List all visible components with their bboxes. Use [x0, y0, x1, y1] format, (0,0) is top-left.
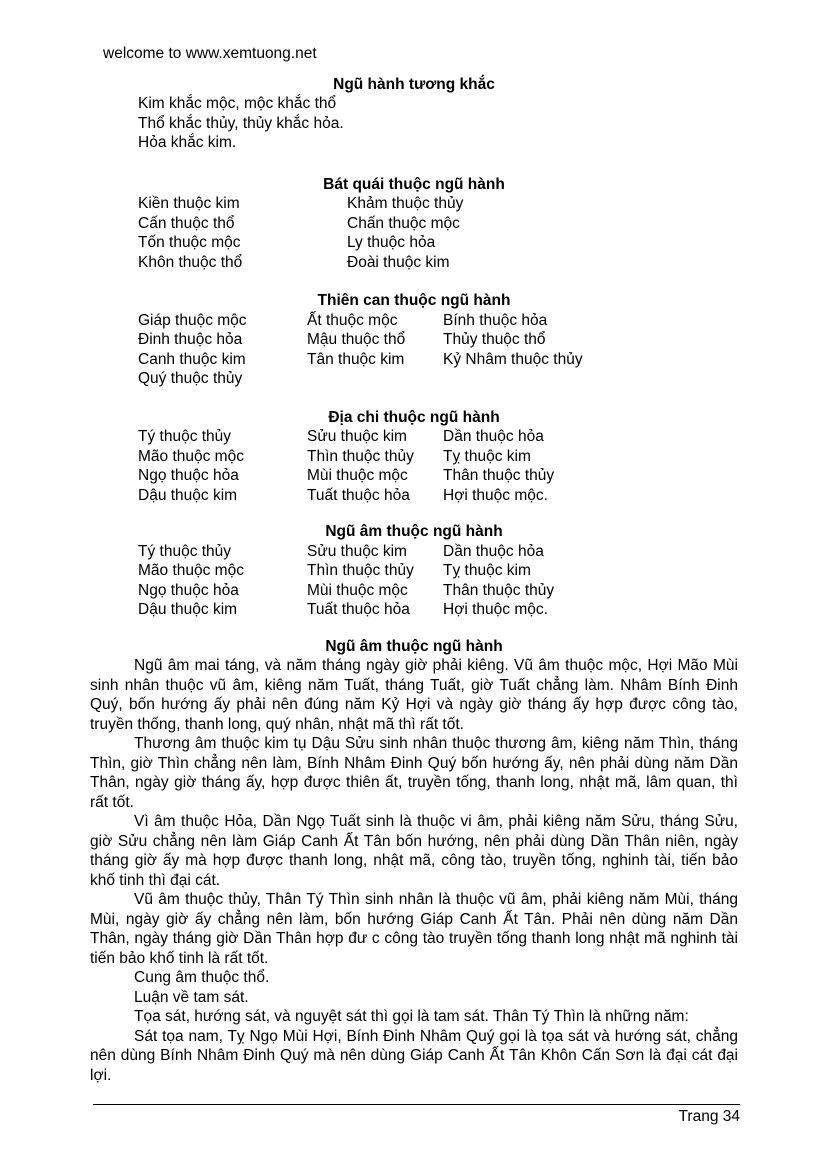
table-cell: Dần thuộc hỏa: [443, 428, 544, 445]
paragraph: Thương âm thuộc kim tụ Dậu Sửu sinh nhân thuộc thương âm, kiêng năm Thìn, tháng Thìn, giờ Thìn chẳng nên làm, Bính Nhâm Đinh Quý bốn hướng ấy, nên phải dùng năm Dần Thân, ngày giờ tháng ấy, hợp được thiên ất, truyền tống, thanh long, nhật mã, lâm quan, thì rất tốt.: [90, 735, 738, 811]
table-cell: Mão thuộc mộc: [138, 447, 244, 465]
table-row: [90, 600, 738, 620]
bat-quai-table: [90, 194, 738, 272]
paragraph: Vũ âm thuộc thủy, Thân Tý Thìn sinh nhân là thuộc vũ âm, phải kiêng năm Mùi, tháng Mùi, ngày giờ ấy chẳng nên làm, bốn hướng Giáp Canh Ất Tân. Phải nên dùng năm Dần Thân, ngày tháng giờ Dần Thân hợp đư c công tào truyền tống thanh long nhật mã nghinh tài tiến bảo khố tinh là rất tốt.: [90, 891, 738, 967]
text-line: Thổ khắc thủy, thủy khắc hỏa.: [138, 114, 344, 132]
table-cell: Đinh thuộc hỏa: [138, 331, 243, 348]
table-row: [90, 233, 738, 253]
table-cell: Thìn thuộc thủy: [307, 562, 414, 579]
footer-divider: [93, 1104, 740, 1105]
table-cell: Cấn thuộc thổ: [138, 214, 235, 232]
table-cell: Mùi thuộc mộc: [307, 581, 408, 599]
table-cell: Thìn thuộc thủy: [307, 447, 414, 465]
table-cell: Giáp thuộc mộc: [138, 311, 247, 329]
table-cell: Thủy thuộc thổ: [443, 331, 546, 348]
table-cell: Ly thuộc hỏa: [347, 234, 436, 251]
table-cell: Dậu thuộc kim: [138, 486, 238, 504]
paragraph: Sát tọa nam, Tỵ Ngọ Mùi Hợi, Bính Đinh Nhâm Quý gọi là tọa sát và hướng sát, chẳng nên dùng Bính Nhâm Đinh Quý mà nên dùng Giáp Canh Ất Tân Khôn Cấn Sơn là đại cát đại lợi.: [90, 1027, 738, 1084]
table-cell: Ngọ thuộc hỏa: [138, 467, 239, 484]
table-cell: Đoài thuộc kim: [347, 253, 450, 271]
table-cell: Tỵ thuộc kim: [443, 562, 531, 579]
table-row: [90, 369, 738, 389]
table-cell: Sửu thuộc kim: [307, 542, 407, 560]
table-cell: Chấn thuộc mộc: [347, 214, 460, 232]
table-cell: Ngọ thuộc hỏa: [138, 581, 239, 599]
table-cell: Kỷ Nhâm thuộc thủy: [443, 350, 583, 368]
tuong-khac-lines: [90, 94, 738, 153]
table-cell: Tân thuộc kim: [307, 350, 405, 368]
table-cell: Tỵ thuộc kim: [443, 447, 531, 465]
section-title-tuong-khac: Ngũ hành tương khắc: [333, 75, 495, 93]
table-row: [90, 486, 738, 506]
table-cell: Khảm thuộc thủy: [347, 195, 464, 212]
text-line: Hỏa khắc kim.: [138, 134, 237, 151]
text-line: Kim khắc mộc, mộc khắc thổ: [138, 95, 337, 112]
table-row: [90, 427, 738, 447]
table-cell: Sửu thuộc kim: [307, 428, 407, 445]
table-cell: Dần thuộc hỏa: [443, 542, 544, 560]
site-note: welcome to www.xemtuong.net: [103, 45, 317, 62]
table-cell: Thân thuộc thủy: [443, 467, 555, 484]
table-cell: Tốn thuộc mộc: [138, 234, 241, 251]
table-cell: Mậu thuộc thổ: [307, 331, 406, 348]
table-cell: Tuất thuộc hỏa: [307, 486, 410, 504]
table-cell: Dậu thuộc kim: [138, 601, 238, 618]
table-cell: Mão thuộc mộc: [138, 562, 244, 579]
table-row: [90, 253, 738, 273]
paragraph: Luận về tam sát.: [134, 988, 249, 1006]
section-title-thien-can: Thiên can thuộc ngũ hành: [317, 292, 511, 309]
section-title-ngu-am-table: Ngũ âm thuộc ngũ hành: [325, 523, 503, 540]
table-row: [90, 447, 738, 467]
table-row: [90, 466, 738, 486]
table-cell: Hợi thuộc mộc.: [443, 486, 548, 504]
section-title-ngu-am-prose: Ngũ âm thuộc ngũ hành: [325, 637, 503, 655]
ngu-am-table: [90, 542, 738, 620]
section-title-bat-quai: Bát quái thuộc ngũ hành: [323, 175, 505, 193]
table-cell: Tuất thuộc hỏa: [307, 601, 410, 618]
page-number: Trang 34: [678, 1108, 740, 1125]
table-cell: Bính thuộc hỏa: [443, 311, 548, 329]
table-row: [90, 581, 738, 601]
page-content: [90, 44, 738, 1085]
table-row: [90, 194, 738, 214]
table-cell: Tý thuộc thủy: [138, 542, 232, 560]
dia-chi-table: [90, 427, 738, 505]
table-cell: Hợi thuộc mộc.: [443, 601, 548, 618]
thien-can-table: [90, 311, 738, 389]
table-cell: Tý thuộc thủy: [138, 428, 232, 445]
table-cell: Ất thuộc mộc: [307, 311, 398, 329]
table-row: [90, 542, 738, 562]
table-cell: Khôn thuộc thổ: [138, 253, 243, 271]
paragraph: Cung âm thuộc thổ.: [134, 969, 270, 986]
table-row: [90, 330, 738, 350]
section-title-dia-chi: Địa chi thuộc ngũ hành: [328, 408, 500, 426]
table-row: [90, 214, 738, 234]
table-cell: Mùi thuộc mộc: [307, 467, 408, 484]
paragraph: Tọa sát, hướng sát, và nguyệt sát thì gọi là tam sát. Thân Tý Thìn là những năm:: [134, 1008, 689, 1025]
paragraph: Ngũ âm mai táng, và năm tháng ngày giờ phải kiêng. Vũ âm thuộc mộc, Hợi Mão Mùi sinh nhân thuộc vũ âm, kiêng năm Tuất, tháng Tuất, giờ Tuất chẳng làm. Nhâm Bính Đinh Quý, bốn hướng ấy phải nên đúng năm Kỷ Hợi và ngày giờ tháng ấy hợp được công tào, truyền thống, thanh long, quý nhân, nhật mã thì rất tốt.: [90, 657, 738, 733]
table-row: [90, 311, 738, 331]
table-row: [90, 561, 738, 581]
paragraph: Vì âm thuộc Hỏa, Dần Ngọ Tuất sinh là thuộc vi âm, phải kiêng năm Sửu, tháng Sửu, giờ Sửu chẳng nên làm Giáp Canh Ất Tân bốn hướng, nên phải dùng Dần Thân niên, ngày tháng giờ ấy mà hợp được thanh long, nhật mã, công tào, truyền tống, nghinh tài, tiến bảo khố tinh thì đại cát.: [90, 813, 738, 889]
table-cell: Quý thuộc thủy: [138, 370, 243, 387]
table-cell: Kiền thuộc kim: [138, 195, 240, 212]
table-cell: Thân thuộc thủy: [443, 581, 555, 599]
table-cell: Canh thuộc kim: [138, 350, 246, 368]
table-row: [90, 350, 738, 370]
